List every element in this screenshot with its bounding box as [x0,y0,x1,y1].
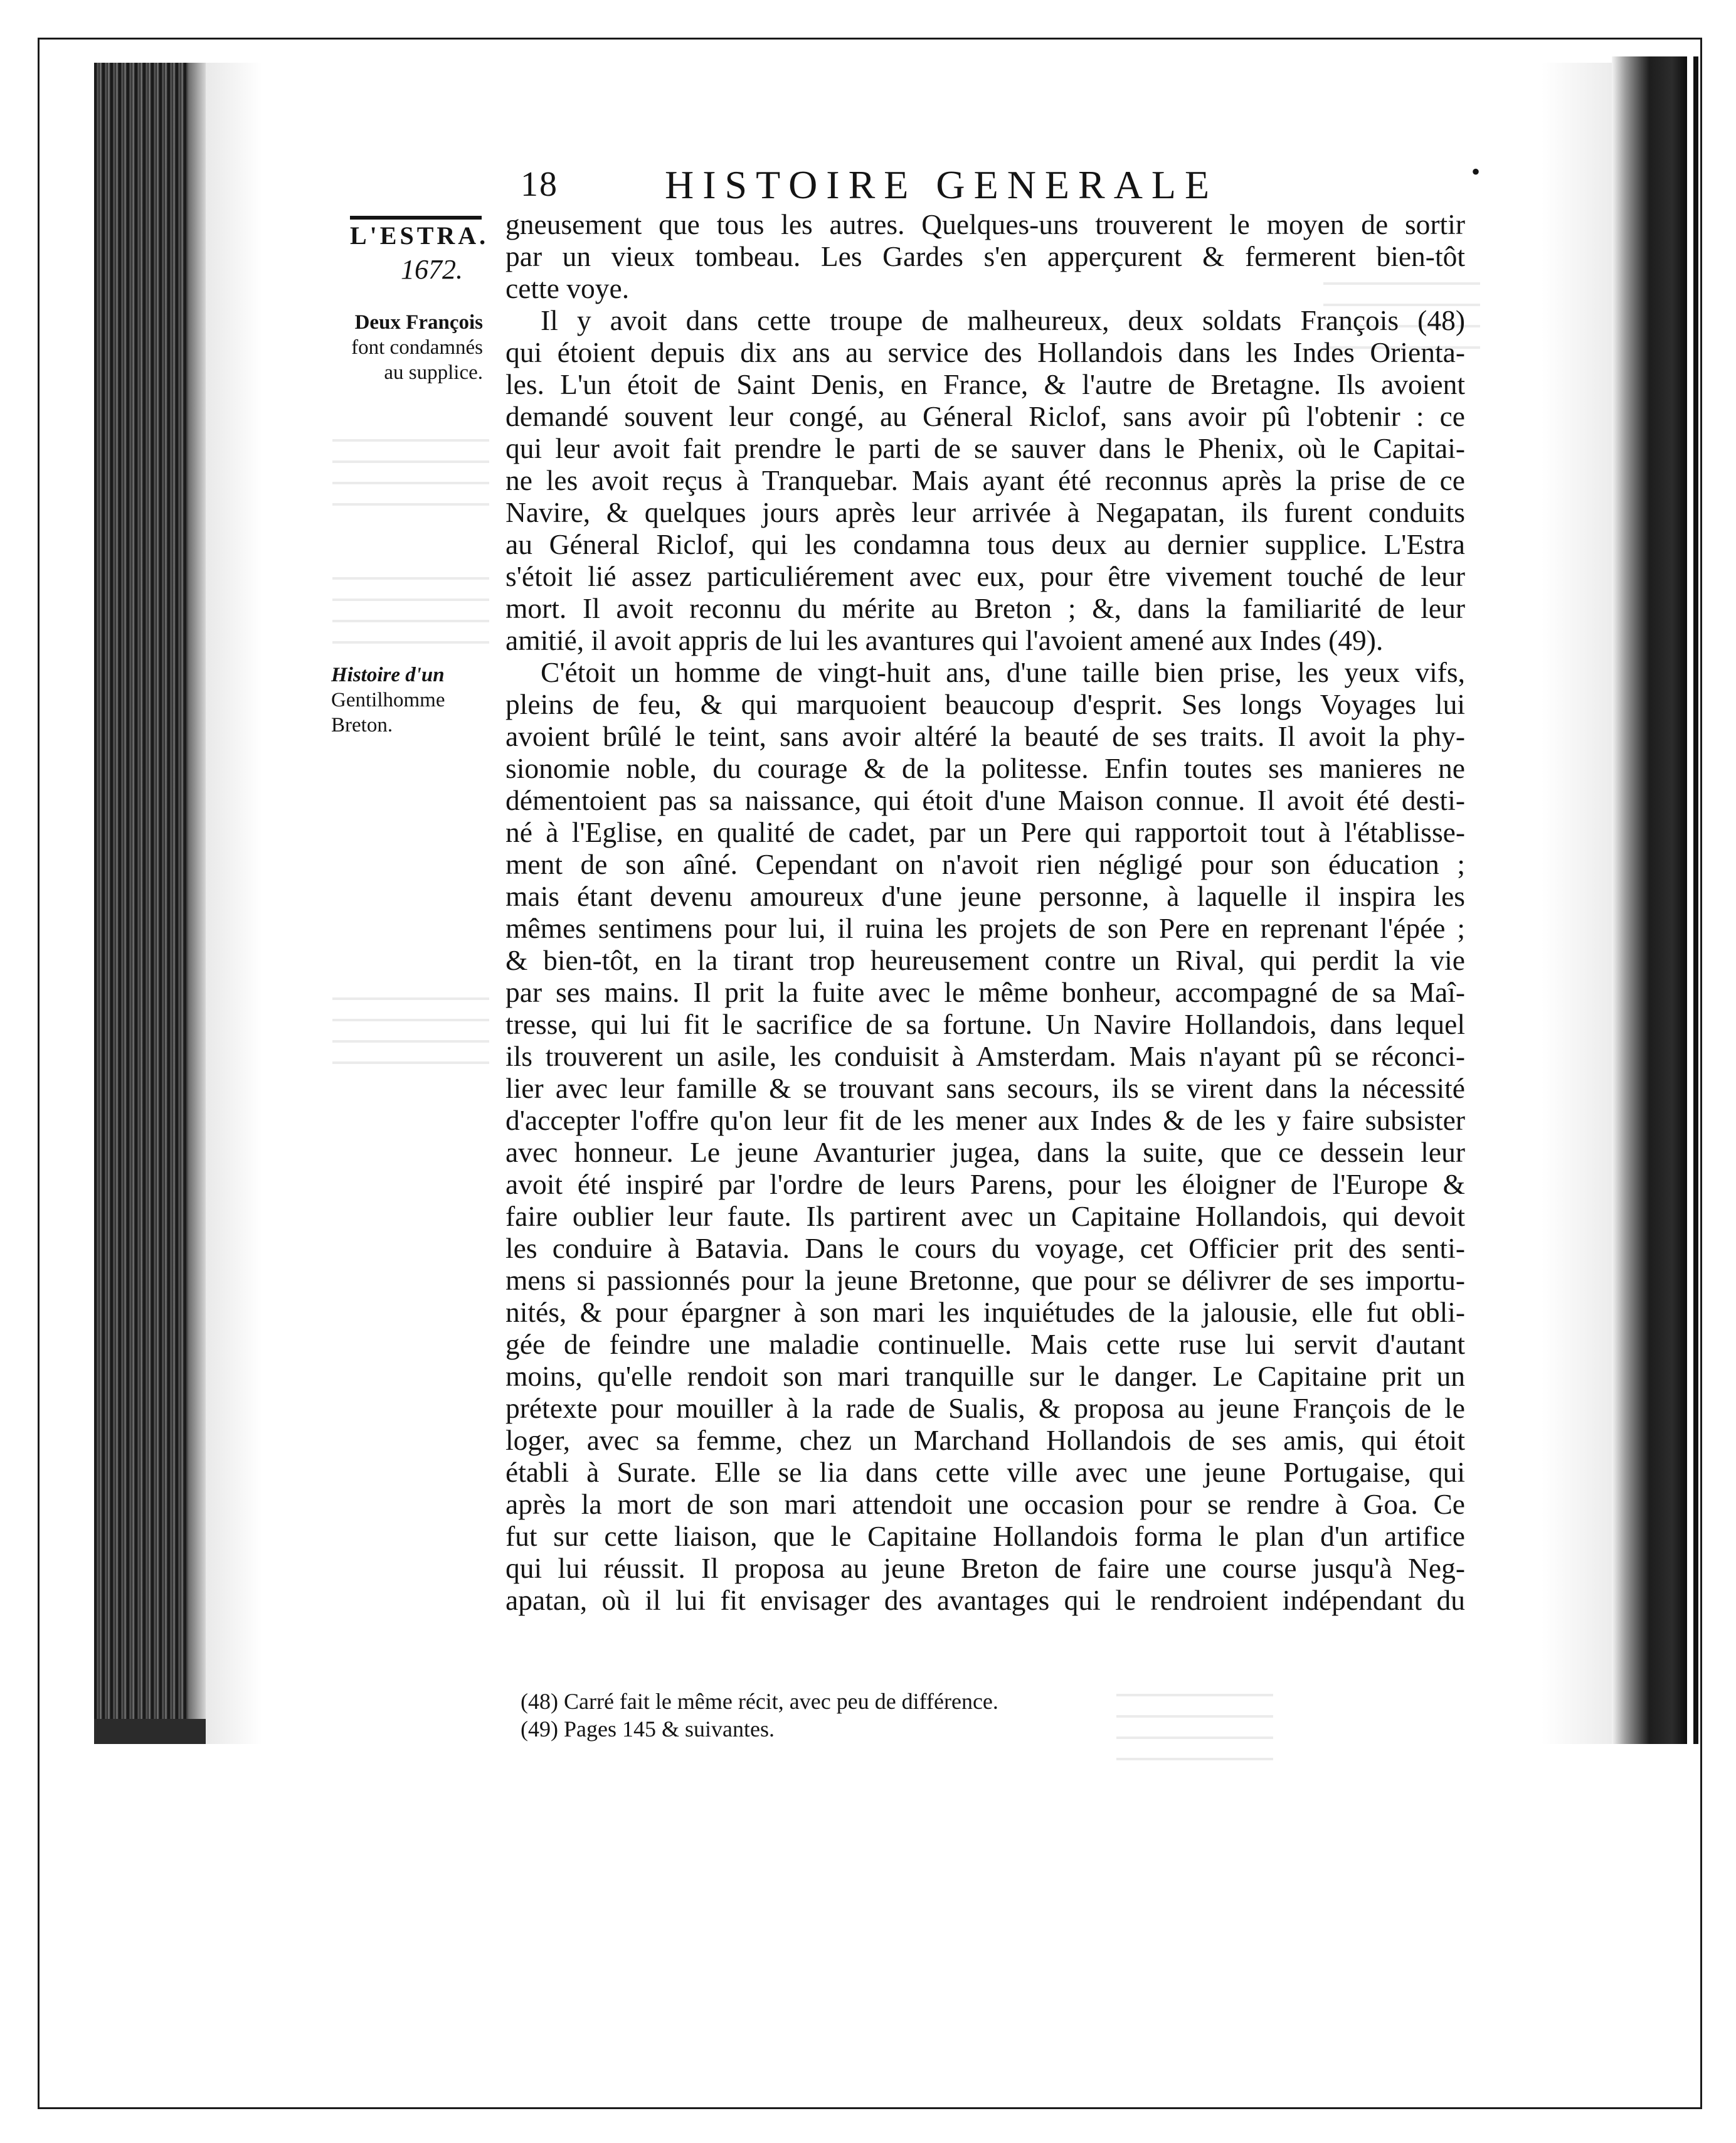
text-line: avoit été inspiré par l'ordre de leurs Parens, pour les éloigner de l'Europe & [505,1168,1465,1200]
margin-note-line: Gentilhomme [331,689,445,711]
text-line: établi à Surate. Elle se lia dans cette ville avec une jeune Portugaise, qui [505,1456,1465,1488]
text-line: cette voye. [505,272,630,304]
speck-mark: • [1471,157,1481,186]
margin-author: L'ESTRA. [350,221,489,250]
text-line: avoient brûlé le teint, sans avoir altéré la beauté de ses traits. Il avoit la phy- [505,720,1465,752]
facing-page-edge [1693,56,1698,1744]
text-line: faire oublier leur faute. Ils partirent avec un Capitaine Hollandois, qui devoit [505,1200,1465,1232]
text-line: par ses mains. Il prit la fuite avec le même bonheur, accompagné de sa Maî- [505,976,1465,1008]
page-number: 18 [521,165,558,204]
text-line: gneusement que tous les autres. Quelques-uns trouverent le moyen de sortir [505,208,1465,240]
margin-note-line: Histoire d'un [331,664,445,686]
text-line: ment de son aîné. Cependant on n'avoit rien négligé pour son éducation ; [505,848,1465,880]
text-line: qui leur avoit fait prendre le parti de se sauver dans le Phenix, où le Capitai- [505,432,1465,464]
text-line: lier avec leur famille & se trouvant sans secours, ils se virent dans la nécessité [505,1072,1465,1104]
bleed-through [332,439,489,508]
text-line: mens si passionnés pour la jeune Bretonne, que pour se délivrer de ses importu- [505,1264,1465,1296]
margin-note-line: au supplice. [384,361,483,384]
text-line: demandé souvent leur congé, au Géneral Riclof, sans avoir pû l'obtenir : ce [505,400,1465,432]
text-line: mort. Il avoit reconnu du mérite au Breton ; &, dans la familiarité de leur [505,592,1465,624]
text-line: prétexte pour mouiller à la rade de Sualis, & proposa au jeune François de le [505,1392,1465,1424]
text-line: avec honneur. Le jeune Avanturier jugea, dans la suite, que ce dessein leur [505,1136,1465,1168]
book-left-edge [94,63,188,1731]
footnotes [521,1688,1273,1743]
text-line: gée de feindre une maladie continuelle. Mais cette ruse lui servit d'autant [505,1328,1465,1360]
text-line: au Géneral Riclof, qui les condamna tous deux au dernier supplice. L'Estra [505,528,1465,560]
text-line: C'étoit un homme de vingt-huit ans, d'une taille bien prise, les yeux vifs, [541,656,1465,688]
body-text [505,208,1465,1616]
text-line: mêmes sentimens pour lui, il ruina les projets de son Pere en reprenant l'épée ; [505,912,1465,944]
text-line: Navire, & quelques jours après leur arrivée à Negapatan, ils furent conduits [505,496,1465,528]
book-right-edge [1612,56,1687,1744]
margin-year: 1672. [401,254,463,285]
text-line: né à l'Eglise, en qualité de cadet, par un Pere qui rapportoit tout à l'établisse- [505,816,1465,848]
text-line: ne les avoit reçus à Tranquebar. Mais ayant été reconnus après la prise de ce [505,464,1465,496]
text-line: qui lui réussit. Il proposa au jeune Breton de faire une course jusqu'à Neg- [505,1552,1465,1584]
text-line: par un vieux tombeau. Les Gardes s'en apperçurent & fermerent bien-tôt [505,240,1465,272]
gutter-shadow [188,63,206,1731]
text-line: loger, avec sa femme, chez un Marchand Hollandois de ses amis, qui étoit [505,1424,1465,1456]
text-line: pleins de feu, & qui marquoient beaucoup d'esprit. Ses longs Voyages lui [505,688,1465,720]
text-line: d'accepter l'offre qu'on leur fit de les mener aux Indes & de les y faire subsister [505,1104,1465,1136]
text-line: & bien-tôt, en la tirant trop heureusement contre un Rival, qui perdit la vie [505,944,1465,976]
text-line: les conduire à Batavia. Dans le cours du voyage, cet Officier prit des senti- [505,1232,1465,1264]
bleed-through [332,577,489,646]
bleed-through [332,997,489,1066]
margin-note-line: Breton. [331,714,393,736]
text-line: s'étoit lié assez particuliérement avec eux, pour être vivement touché de leur [505,560,1465,592]
text-line: ils trouverent un asile, les conduisit à Amsterdam. Mais n'ayant pû se réconci- [505,1040,1465,1072]
margin-note-line: font condamnés [351,336,483,359]
margin-note-line: Deux François [354,311,483,334]
text-line: sionomie noble, du courage & de la politesse. Enfin toutes ses manieres ne [505,752,1465,784]
text-line: les. L'un étoit de Saint Denis, en France, & l'autre de Bretagne. Ils avoient [505,368,1465,400]
running-head: HISTOIRE GENERALE [665,162,1219,207]
text-line: Il y avoit dans cette troupe de malheureux, deux soldats François (48) [541,304,1465,336]
margin-note [332,310,483,385]
footnote: (49) Pages 145 & suivantes. [521,1716,775,1742]
footnote: (48) Carré fait le même récit, avec peu de différence. [521,1689,998,1714]
margin-rule [350,216,482,220]
text-line: mais étant devenu amoureux d'une jeune personne, à laquelle il inspira les [505,880,1465,912]
text-line: fut sur cette liaison, que le Capitaine Hollandois forma le plan d'un artifice [505,1520,1465,1552]
text-line: après la mort de son mari attendoit une occasion pour se rendre à Goa. Ce [505,1488,1465,1520]
text-line: moins, qu'elle rendoit son mari tranquille sur le danger. Le Capitaine prit un [505,1360,1465,1392]
text-line: tresse, qui lui fit le sacrifice de sa fortune. Un Navire Hollandois, dans lequel [505,1008,1465,1040]
text-line: nités, & pour épargner à son mari les inquiétudes de la jalousie, elle fut obli- [505,1296,1465,1328]
book-left-edge-bottom [94,1719,213,1744]
margin-note [331,662,482,738]
text-line: apatan, où il lui fit envisager des avantages qui le rendroient indépendant du [505,1584,1465,1616]
text-line: amitié, il avoit appris de lui les avantures qui l'avoient amené aux Indes (49). [505,624,1384,656]
text-line: démentoient pas sa naissance, qui étoit d'une Maison connue. Il avoit été desti- [505,784,1465,816]
text-line: qui étoient depuis dix ans au service des Hollandois dans les Indes Orienta- [505,336,1465,368]
